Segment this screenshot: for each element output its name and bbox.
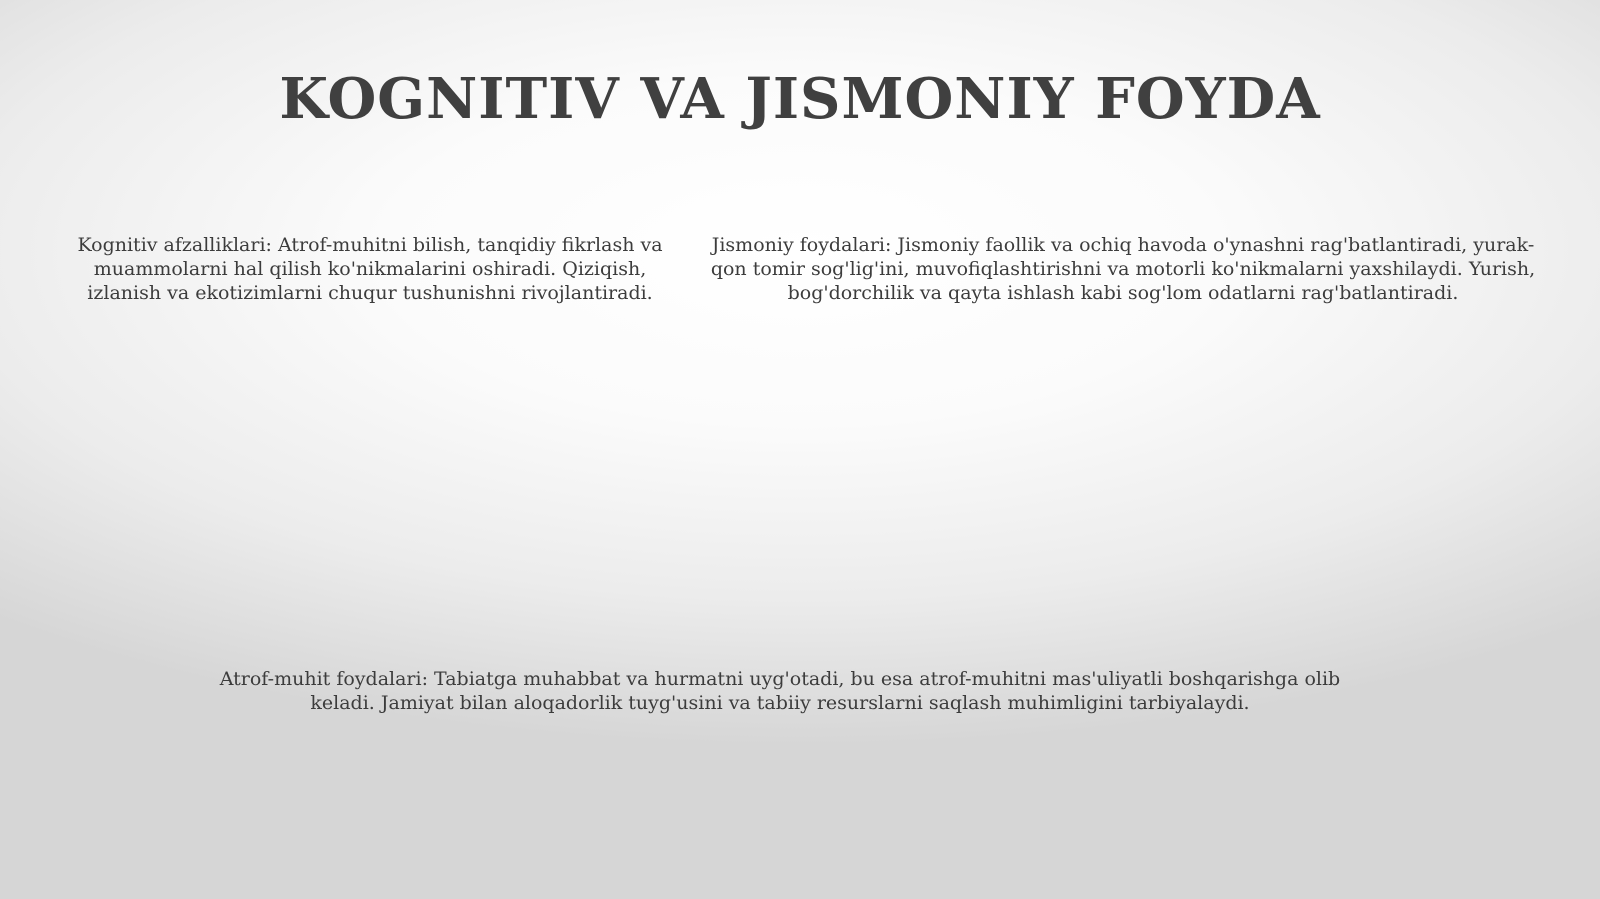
physical-benefits-text: Jismoniy foydalari: Jismoniy faollik va ochiq havoda o'ynashni rag'batlantiradi, yurak-qon tomir sog'lig'ini, muvofiqlashtirishni va motorli ko'nikmalarni yaxshilaydi. Yurish, bog'dorchilik va qayta ishlash kabi sog'lom odatlarni rag'batlantiradi.: [710, 234, 1536, 304]
slide-title: KOGNITIV VA JISMONIY FOYDA: [279, 66, 1321, 132]
environmental-benefits-text: Atrof-muhit foydalari: Tabiatga muhabbat va hurmatni uyg'otadi, bu esa atrof-muhitni mas'uliyatli boshqarishga olib keladi. Jamiyat bilan aloqadorlik tuyg'usini va tabiiy resurslarni saqlash muhimligini tarbiyalaydi.: [219, 668, 1341, 714]
cognitive-benefits-text: Kognitiv afzalliklari: Atrof-muhitni bilish, tanqidiy fikrlash va muammolarni hal qilish ko'nikmalarini oshiradi. Qiziqish, izlanish va ekotizimlarni chuqur tushunishni rivojlantiradi.: [77, 234, 663, 304]
